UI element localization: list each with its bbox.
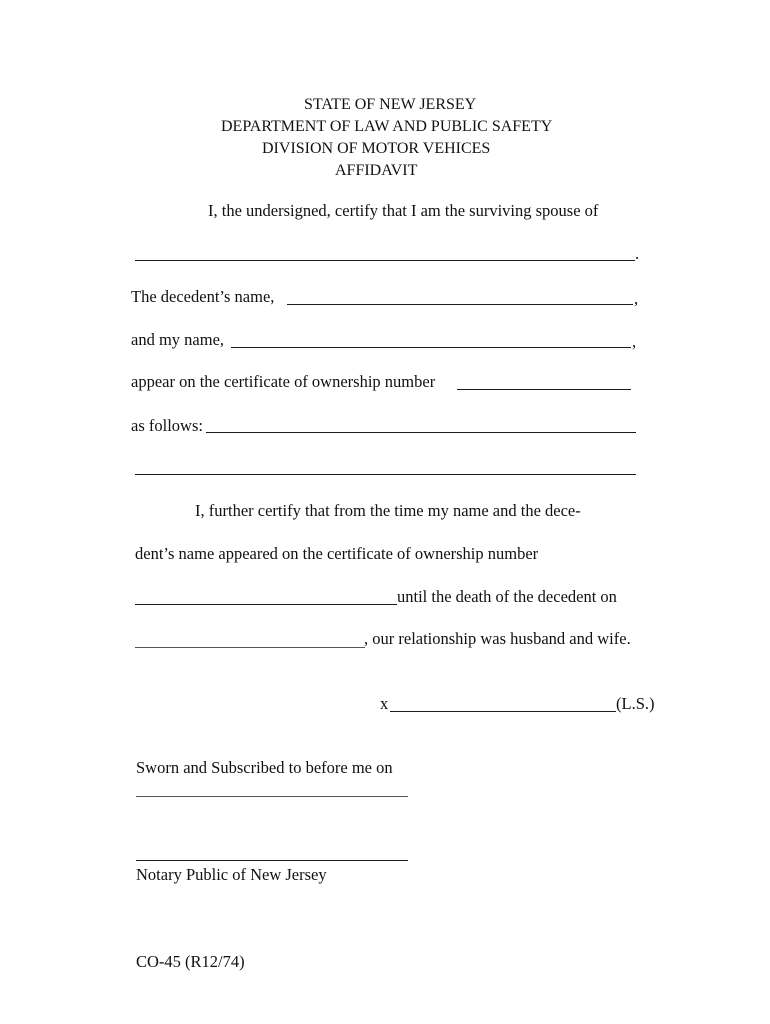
further-certify-line-2: dent’s name appeared on the certificate of ownership number — [135, 544, 539, 563]
death-date-field[interactable] — [135, 647, 365, 648]
spouse-name-field[interactable] — [135, 260, 635, 261]
sworn-date-field[interactable] — [136, 796, 408, 797]
signature-ls-label: (L.S.) — [616, 694, 655, 713]
decedent-name-label: The decedent’s name, — [131, 287, 275, 306]
intro-text: I, the undersigned, certify that I am the surviving spouse of — [208, 201, 599, 220]
sworn-subscribed-label: Sworn and Subscribed to before me on — [136, 758, 393, 777]
as-follows-label: as follows: — [131, 416, 203, 435]
certificate-number-field[interactable] — [457, 389, 631, 390]
my-name-label: and my name, — [131, 330, 225, 349]
as-follows-field-1[interactable] — [206, 432, 636, 433]
header-division: DIVISION OF MOTOR VEHICES — [262, 140, 491, 157]
form-number: CO-45 (R12/74) — [136, 952, 245, 971]
my-name-comma: , — [632, 332, 637, 351]
signature-field[interactable] — [390, 711, 616, 712]
spouse-line-period: . — [635, 244, 640, 263]
notary-signature-field[interactable] — [136, 860, 408, 861]
decedent-name-field[interactable] — [287, 304, 633, 305]
header-title: AFFIDAVIT — [335, 162, 418, 179]
until-death-label: until the death of the decedent on — [397, 587, 617, 606]
further-certify-line-1: I, further certify that from the time my name and the dece- — [195, 501, 581, 520]
my-name-field[interactable] — [231, 347, 631, 348]
header-department: DEPARTMENT OF LAW AND PUBLIC SAFETY — [221, 118, 553, 135]
header-state: STATE OF NEW JERSEY — [304, 96, 477, 113]
relationship-label: , our relationship was husband and wife. — [364, 629, 631, 648]
ownership-number-field[interactable] — [135, 604, 397, 605]
as-follows-field-2[interactable] — [135, 474, 636, 475]
decedent-name-comma: , — [634, 289, 639, 308]
signature-x-mark: x — [380, 694, 389, 713]
notary-public-label: Notary Public of New Jersey — [136, 865, 327, 884]
certificate-number-label: appear on the certificate of ownership number — [131, 372, 436, 391]
